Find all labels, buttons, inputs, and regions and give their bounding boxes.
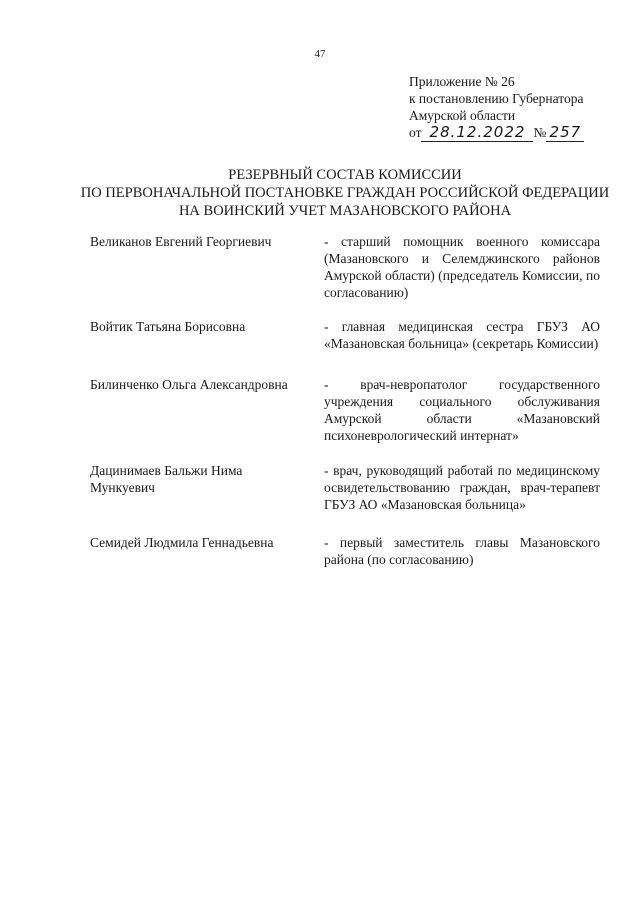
date-prefix: от — [409, 125, 422, 140]
member-role: - врач-невропатолог государственного учреждения социального обслуживания Амурской области «Мазановский психоневрологический интернат» — [324, 377, 600, 443]
member-role: - главная медицинская сестра ГБУЗ АО «Мазановская больница» (секретарь Комиссии) — [324, 319, 600, 351]
member-role: - старший помощник военного комиссара (Мазановского и Селемджинского районов Амурской области) (председатель Комиссии, по согласованию) — [324, 234, 600, 300]
number-prefix: № — [533, 125, 547, 140]
appendix-title: Приложение № 26 — [409, 74, 515, 89]
member-name: Дацинимаев Бальжи Нима Мункуевич — [90, 463, 243, 495]
member-name: Билинченко Ольга Александровна — [90, 377, 288, 392]
member-row — [90, 318, 600, 352]
handwritten-date: 28.12.2022 — [421, 124, 533, 142]
appendix-date-line — [409, 124, 584, 142]
member-row — [90, 534, 600, 568]
document-title — [0, 166, 640, 220]
members-list — [90, 233, 600, 568]
appendix-decree: к постановлению Губернатора — [409, 91, 584, 106]
appendix-region: Амурской области — [409, 108, 516, 123]
page-number: 47 — [314, 48, 326, 60]
member-name: Великанов Евгений Георгиевич — [90, 234, 272, 249]
member-name: Войтик Татьяна Борисовна — [90, 319, 246, 334]
member-role: - первый заместитель главы Мазановского района (по согласованию) — [324, 535, 600, 567]
title-line-3: НА ВОИНСКИЙ УЧЕТ МАЗАНОВСКОГО РАЙОНА — [178, 203, 512, 219]
member-row — [90, 233, 600, 301]
member-row — [90, 462, 600, 513]
member-role: - врач, руководящий работай по медицинскому освидетельствованию граждан, врач-терапевт ГБУЗ АО «Мазановская больница» — [324, 463, 600, 512]
member-name: Семидей Людмила Геннадьевна — [90, 535, 274, 550]
member-row — [90, 376, 600, 444]
title-line-1: РЕЗЕРВНЫЙ СОСТАВ КОМИССИИ — [228, 167, 462, 183]
handwritten-number: 257 — [546, 124, 584, 142]
appendix-block — [409, 73, 584, 142]
title-line-2: ПО ПЕРВОНАЧАЛЬНОЙ ПОСТАНОВКЕ ГРАЖДАН РОССИЙСКОЙ ФЕДЕРАЦИИ — [80, 185, 610, 201]
